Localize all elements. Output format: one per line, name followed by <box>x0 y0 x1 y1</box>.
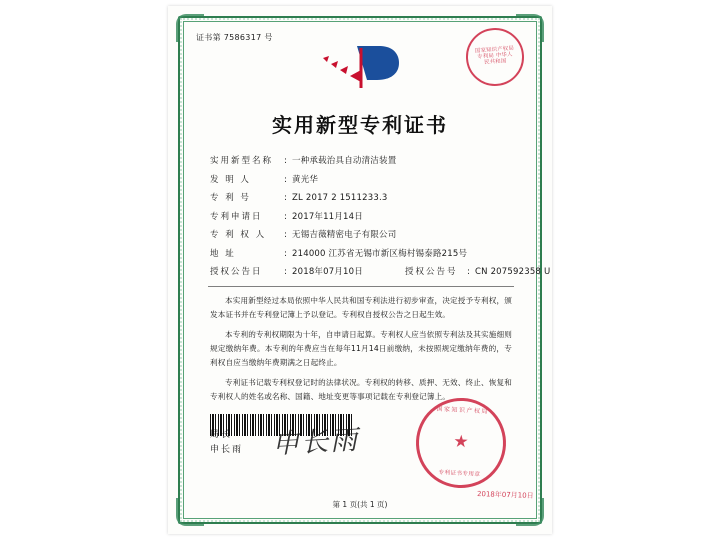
certificate-paper <box>168 6 552 534</box>
field-label: 发 明 人 <box>210 174 251 185</box>
field-value: 一种承载治具自动清洁装置 <box>292 156 397 166</box>
field-label: 专利申请日 <box>210 211 263 222</box>
field-label: 实用新型名称 <box>210 156 274 166</box>
star-icon: ★ <box>452 431 470 453</box>
signature-labels <box>210 428 243 459</box>
field-row <box>210 212 512 223</box>
field-colon: : <box>284 156 287 166</box>
field-row <box>210 193 512 204</box>
page-number: 第 1 页(共 1 页) <box>332 500 388 509</box>
grant-date-value: 2018年07月10日 <box>292 267 363 278</box>
field-label: 专 利 号 <box>210 193 251 204</box>
legal-paragraph: 专利证书记载专利权登记时的法律状况。专利权的转移、质押、无效、终止、恢复和专利权人的姓名或名称、国籍、地址变更等事项记载在专利登记簿上。 <box>210 378 512 402</box>
field-row <box>210 156 512 167</box>
field-value: 无锡吉薇精密电子有限公司 <box>292 230 397 241</box>
grant-row <box>210 267 551 278</box>
field-colon: : <box>284 174 287 185</box>
certificate-number: 证书第 7586317 号 <box>196 33 273 42</box>
field-label: 专 利 权 人 <box>210 230 267 241</box>
grant-date-label: 授权公告日 <box>210 267 263 278</box>
publication-number-group <box>404 267 551 278</box>
legal-paragraph: 本专利的专利权期限为十年，自申请日起算。专利权人应当依照专利法及其实施细则规定缴纳年费。本专利的年费应当在每年11月14日前缴纳，未按照规定缴纳年费的，专利权自应当缴纳年费期满之日起终止。 <box>210 329 512 368</box>
legal-text-block <box>210 294 512 404</box>
field-colon: : <box>284 267 287 278</box>
field-colon: : <box>284 211 287 222</box>
publication-number-label: 授权公告号 <box>404 267 458 278</box>
field-value: 2017年11月14日 <box>292 211 363 222</box>
field-colon: : <box>284 248 287 259</box>
publication-number-value: CN 207592358 U <box>474 267 551 278</box>
field-row <box>210 230 512 241</box>
field-colon: : <box>466 267 470 278</box>
legal-paragraph: 本实用新型经过本局依照中华人民共和国专利法进行初步审查，决定授予专利权，颁发本证书并在专利登记簿上予以登记。专利权自授权公告之日起生效。 <box>210 295 512 319</box>
bottom-seal-top-text: 国家知识产权局 <box>436 405 490 416</box>
top-seal-text: 国家知识产权局 专利局 中华人民共和国 <box>474 46 515 66</box>
field-colon: : <box>284 230 287 241</box>
page-title: 实用新型专利证书 <box>272 113 448 137</box>
seal-date: 2018年07月10日 <box>477 490 535 500</box>
director-title-label: 局长 <box>210 430 233 440</box>
fields-list <box>196 156 551 278</box>
field-value: ZL 2017 2 1511233.3 <box>292 193 388 204</box>
handwritten-signature: 申长雨 <box>271 424 360 461</box>
field-row <box>210 249 512 260</box>
field-value: 黄光华 <box>292 174 319 185</box>
divider <box>208 286 514 287</box>
field-colon: : <box>284 193 287 204</box>
field-row <box>210 175 512 186</box>
bottom-seal-bottom-text: 专利证书专用章 <box>438 470 481 479</box>
director-name-label: 申长雨 <box>210 445 244 456</box>
field-label: 地 址 <box>210 248 236 259</box>
field-value: 214000 江苏省无锡市新区梅村锡泰路215号 <box>292 248 468 259</box>
bottom-official-seal <box>414 396 509 491</box>
